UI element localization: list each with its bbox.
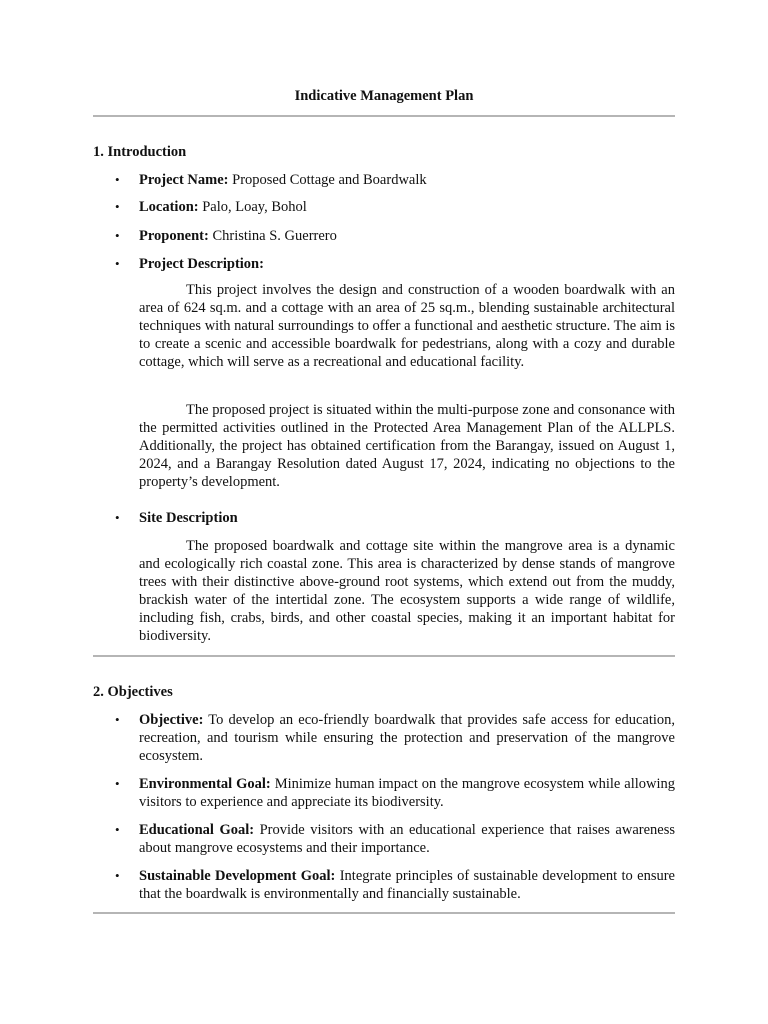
objective-text: To develop an eco-friendly boardwalk that provides safe access for education, recreation, and tourism while ensuring the protection and preservation of the mangrove ecosystem. — [139, 712, 675, 764]
bullet-icon: • — [115, 256, 120, 271]
title-divider — [93, 115, 675, 117]
project-description-paragraph-1: This project involves the design and construction of a wooden boardwalk with an area of 624 sq.m. and a cottage with an area of 25 sq.m., blending sustainable architectural techniques with natural surroundings to offer a functional and aesthetic structure. The aim is to create a scenic and accessible boardwalk for pedestrians, along with a cozy and durable cottage, which will serve as a recreational and educational facility. — [139, 282, 675, 371]
environmental-goal-item — [115, 775, 675, 811]
location-value: Palo, Loay, Bohol — [198, 199, 307, 215]
bullet-icon: • — [115, 510, 120, 525]
proponent-item — [115, 227, 675, 245]
introduction-heading: 1. Introduction — [93, 144, 187, 160]
location-item — [115, 198, 675, 216]
site-description-item — [115, 509, 675, 527]
educational-goal-label: Educational Goal: — [139, 822, 255, 838]
educational-goal-text: Provide visitors with an educational experience that raises awareness about mangrove ecosystems and their importance. — [139, 822, 675, 856]
project-name-value: Proposed Cottage and Boardwalk — [228, 172, 427, 188]
sustainable-development-goal-item — [115, 867, 675, 903]
sustainable-development-goal-text: Integrate principles of sustainable development to ensure that the boardwalk is environmentally and financially sustainable. — [139, 868, 675, 902]
objective-label: Objective: — [139, 712, 204, 728]
bullet-icon: • — [115, 822, 120, 837]
location-label: Location: — [139, 199, 199, 215]
bullet-icon: • — [115, 172, 120, 187]
educational-goal-item — [115, 821, 675, 857]
bullet-icon: • — [115, 199, 120, 214]
sustainable-development-goal-label: Sustainable Development Goal: — [139, 868, 336, 884]
proponent-value: Christina S. Guerrero — [208, 228, 337, 244]
bullet-icon: • — [115, 228, 120, 243]
bullet-icon: • — [115, 776, 120, 791]
objectives-heading: 2. Objectives — [93, 684, 173, 700]
site-description-paragraph: The proposed boardwalk and cottage site within the mangrove area is a dynamic and ecologically rich coastal zone. This area is characterized by dense stands of mangrove trees with their distinctive above-ground root systems, which extend out from the muddy, brackish water of the intertidal zone. The ecosystem supports a wide range of wildlife, including fish, crabs, birds, and other coastal species, making it an important habitat for biodiversity. — [139, 538, 675, 645]
bullet-icon: • — [115, 712, 120, 727]
site-description-label: Site Description — [139, 510, 238, 526]
environmental-goal-label: Environmental Goal: — [139, 776, 271, 792]
project-description-paragraph-2: The proposed project is situated within the multi-purpose zone and consonance with the permitted activities outlined in the Protected Area Management Plan of the ALLPLS. Additionally, the project has obtained certification from the Barangay, issued on August 1, 2024, and a Barangay Resolution dated August 17, 2024, indicating no objections to the property’s development. — [139, 402, 675, 491]
project-description-label: Project Description: — [139, 256, 264, 272]
project-description-item — [115, 255, 675, 273]
environmental-goal-text: Minimize human impact on the mangrove ecosystem while allowing visitors to experience and appreciate its biodiversity. — [139, 776, 675, 810]
introduction-divider — [93, 655, 675, 657]
objectives-divider — [93, 912, 675, 914]
project-name-label: Project Name: — [139, 172, 229, 188]
proponent-label: Proponent: — [139, 228, 209, 244]
objective-item — [115, 711, 675, 765]
bullet-icon: • — [115, 868, 120, 883]
document-title: Indicative Management Plan — [294, 88, 474, 104]
project-name-item — [115, 171, 675, 189]
